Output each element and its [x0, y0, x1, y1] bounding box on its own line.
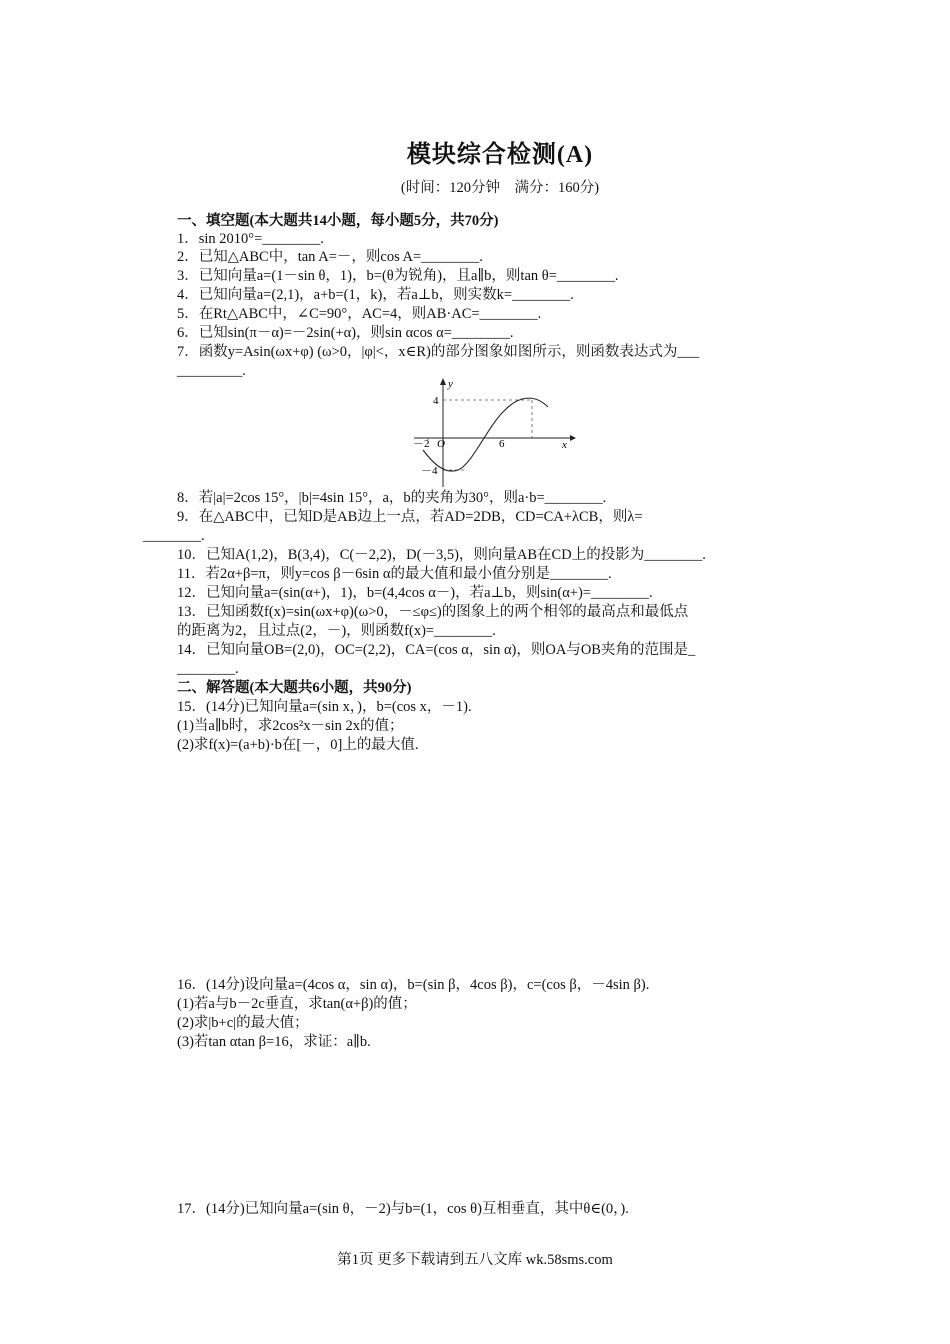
question-15-part-1: (1)当a∥b时，求2cos²x－sin 2x的值；	[177, 718, 404, 734]
x-axis-label: x	[562, 439, 567, 451]
sine-curve	[423, 398, 548, 471]
y-axis-label: y	[448, 378, 453, 390]
question-16-part-2: (2)求|b+c|的最大值；	[177, 1015, 309, 1031]
tick-label-y-4: 4	[433, 395, 439, 407]
tick-label-x-neg2: －2	[413, 438, 430, 450]
question-12: 12．已知向量a=(sin(α+)，1)，b=(4,4cos α－)，若a⊥b，则sin(α+)=________.	[177, 585, 653, 601]
question-13-continued: 的距离为2，且过点(2，－)，则函数f(x)=________.	[177, 623, 496, 639]
question-16: 16．(14分)设向量a=(4cos α，sin α)，b=(sin β，4cos β)，c=(cos β，－4sin β).	[177, 977, 650, 993]
sine-graph-figure	[410, 377, 576, 489]
x-axis-arrow-icon	[570, 435, 576, 441]
y-axis-arrow-icon	[440, 378, 446, 385]
question-7-continued: _________.	[177, 363, 246, 379]
question-17: 17．(14分)已知向量a=(sin θ，－2)与b=(1，cos θ)互相垂直，其中θ∈(0，).	[177, 1201, 629, 1217]
question-3: 3．已知向量a=(1－sin θ，1)，b=(θ为锐角)，且a∥b，则tan θ=________.	[177, 268, 619, 284]
question-14-continued: ________.	[177, 661, 239, 677]
question-13: 13．已知函数f(x)=sin(ωx+φ)(ω>0，－≤φ≤)的图象上的两个相邻的最高点和最低点	[177, 604, 689, 620]
tick-label-y-neg4: －4	[421, 465, 438, 477]
section-solution-header: 二、解答题(本大题共6小题，共90分)	[177, 680, 412, 696]
question-10: 10．已知A(1,2)，B(3,4)，C(－2,2)，D(－3,5)，则向量AB在CD上的投影为________.	[177, 547, 706, 563]
question-11: 11．若2α+β=π，则y=cos β－6sin α的最大值和最小值分别是________.	[177, 566, 612, 582]
origin-label: O	[437, 438, 445, 450]
question-5: 5．在Rt△ABC中，∠C=90°，AC=4，则AB·AC=________.	[177, 306, 542, 322]
question-9: 9．在△ABC中，已知D是AB边上一点，若AD=2DB，CD=CA+λCB，则λ=	[177, 509, 643, 525]
question-8: 8．若|a|=2cos 15°，|b|=4sin 15°，a，b的夹角为30°，则a·b=________.	[177, 490, 607, 506]
question-16-part-3: (3)若tan αtan β=16，求证：a∥b.	[177, 1034, 371, 1050]
question-14: 14．已知向量OB=(2,0)，OC=(2,2)，CA=(cos α，sin α)，则OA与OB夹角的范围是_	[177, 642, 696, 658]
question-7: 7．函数y=Asin(ωx+φ) (ω>0，|φ|<，x∈R)的部分图象如图所示，则函数表达式为___	[177, 344, 700, 360]
question-2: 2．已知△ABC中，tan A=－，则cos A=________.	[177, 249, 483, 265]
question-16-part-1: (1)若a与b－2c垂直，求tan(α+β)的值；	[177, 996, 417, 1012]
question-4: 4．已知向量a=(2,1)，a+b=(1，k)，若a⊥b，则实数k=________.	[177, 287, 574, 303]
question-15: 15．(14分)已知向量a=(sin x，)，b=(cos x，－1).	[177, 699, 472, 715]
tick-label-x-6: 6	[499, 438, 505, 450]
question-6: 6．已知sin(π－α)=－2sin(+α)，则sin αcos α=________.	[177, 325, 514, 341]
page-footer: 第1页 更多下载请到五八文库 wk.58sms.com	[337, 1252, 613, 1268]
page-title: 模块综合检测(A)	[406, 142, 594, 168]
exam-info: (时间：120分钟 满分：160分)	[400, 180, 600, 196]
question-15-part-2: (2)求f(x)=(a+b)·b在[－，0]上的最大值.	[177, 737, 419, 753]
section-fill-in-header: 一、填空题(本大题共14小题，每小题5分，共70分)	[177, 213, 499, 229]
question-9-continued: ________.	[143, 528, 205, 544]
question-1: 1．sin 2010°=________.	[177, 231, 324, 247]
